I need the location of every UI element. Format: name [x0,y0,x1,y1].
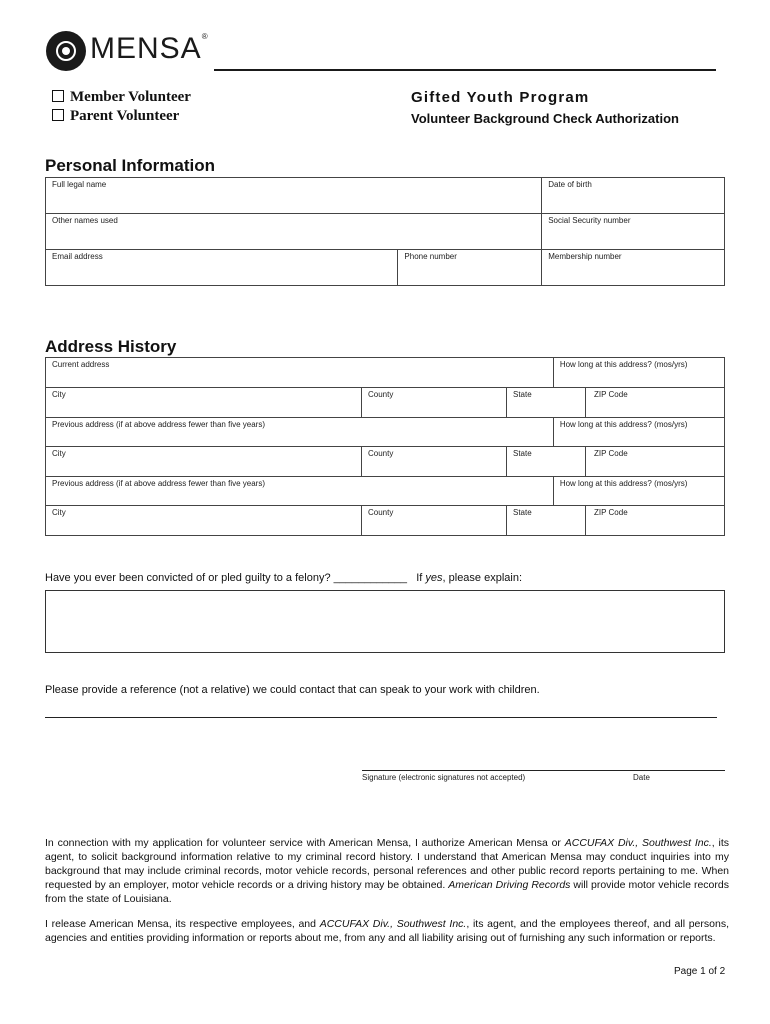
city-field[interactable]: City [46,447,362,477]
previous-address-field[interactable]: Previous address (if at above address fewer than five years) [46,477,554,506]
mensa-logo-text: MENSA® [90,32,209,65]
signature-label: Signature (electronic signatures not accepted) [362,773,526,782]
city-field[interactable]: City [46,506,362,536]
other-names-field[interactable]: Other names used [46,214,542,250]
zip-field[interactable]: ZIP Code [586,447,725,477]
page-number: Page 1 of 2 [674,966,726,977]
personal-info-heading: Personal Information [45,156,216,175]
reference-prompt: Please provide a reference (not a relative) we could contact that can speak to your work with children. [45,684,540,696]
dob-field[interactable]: Date of birth [542,178,725,214]
how-long-field[interactable]: How long at this address? (mos/yrs) [553,477,724,506]
phone-field[interactable]: Phone number [398,250,542,286]
release-paragraph: I release American Mensa, its respective employees, and ACCUFAX Div., Southwest Inc., its agent, and the employees thereof, and all persons, agencies and entities providing information or reports about me, from any and all liability arising out of furnishing any such information or reports. [45,918,729,944]
signature-line[interactable] [362,770,725,771]
full-name-field[interactable]: Full legal name [46,178,542,214]
checkbox-icon[interactable] [52,109,64,121]
how-long-field[interactable]: How long at this address? (mos/yrs) [553,358,724,388]
state-field[interactable]: State [507,506,586,536]
parent-volunteer-option[interactable]: Parent Volunteer [52,108,179,125]
checkbox-icon[interactable] [52,90,64,102]
zip-field[interactable]: ZIP Code [586,388,725,418]
header-rule [214,69,716,71]
previous-address-field[interactable]: Previous address (if at above address fewer than five years) [46,418,554,447]
authorization-paragraph: In connection with my application for volunteer service with American Mensa, I authorize American Mensa or ACCUFAX Div., Southwest Inc., its agent, to solicit background information relative to my criminal record history. I understand that American Mensa may conduct inquiries into my background that may include criminal records, motor vehicle records, personal references and other public record reports pertaining to me. When requested by an employer, motor vehicle records or a driving history may be obtained. American Driving Records will provide motor vehicle records from the state of Louisiana. [45,837,729,905]
current-address-field[interactable]: Current address [46,358,554,388]
membership-field[interactable]: Membership number [542,250,725,286]
state-field[interactable]: State [507,388,586,418]
ssn-field[interactable]: Social Security number [542,214,725,250]
address-history-table [45,357,725,536]
email-field[interactable]: Email address [46,250,398,286]
county-field[interactable]: County [362,506,507,536]
member-volunteer-option[interactable]: Member Volunteer [52,89,191,106]
date-label: Date [633,773,650,782]
personal-info-table [45,177,725,286]
reference-line[interactable] [45,717,717,718]
form-title: Volunteer Background Check Authorization [411,111,679,126]
mensa-logo-dot [62,47,70,55]
zip-field[interactable]: ZIP Code [586,506,725,536]
city-field[interactable]: City [46,388,362,418]
felony-question: Have you ever been convicted of or pled guilty to a felony? ____________ If yes, please explain: [45,572,523,584]
state-field[interactable]: State [507,447,586,477]
county-field[interactable]: County [362,447,507,477]
county-field[interactable]: County [362,388,507,418]
felony-explanation-box[interactable] [45,590,725,653]
address-history-heading: Address History [45,337,177,356]
how-long-field[interactable]: How long at this address? (mos/yrs) [553,418,724,447]
program-title: Gifted Youth Program [411,89,590,106]
